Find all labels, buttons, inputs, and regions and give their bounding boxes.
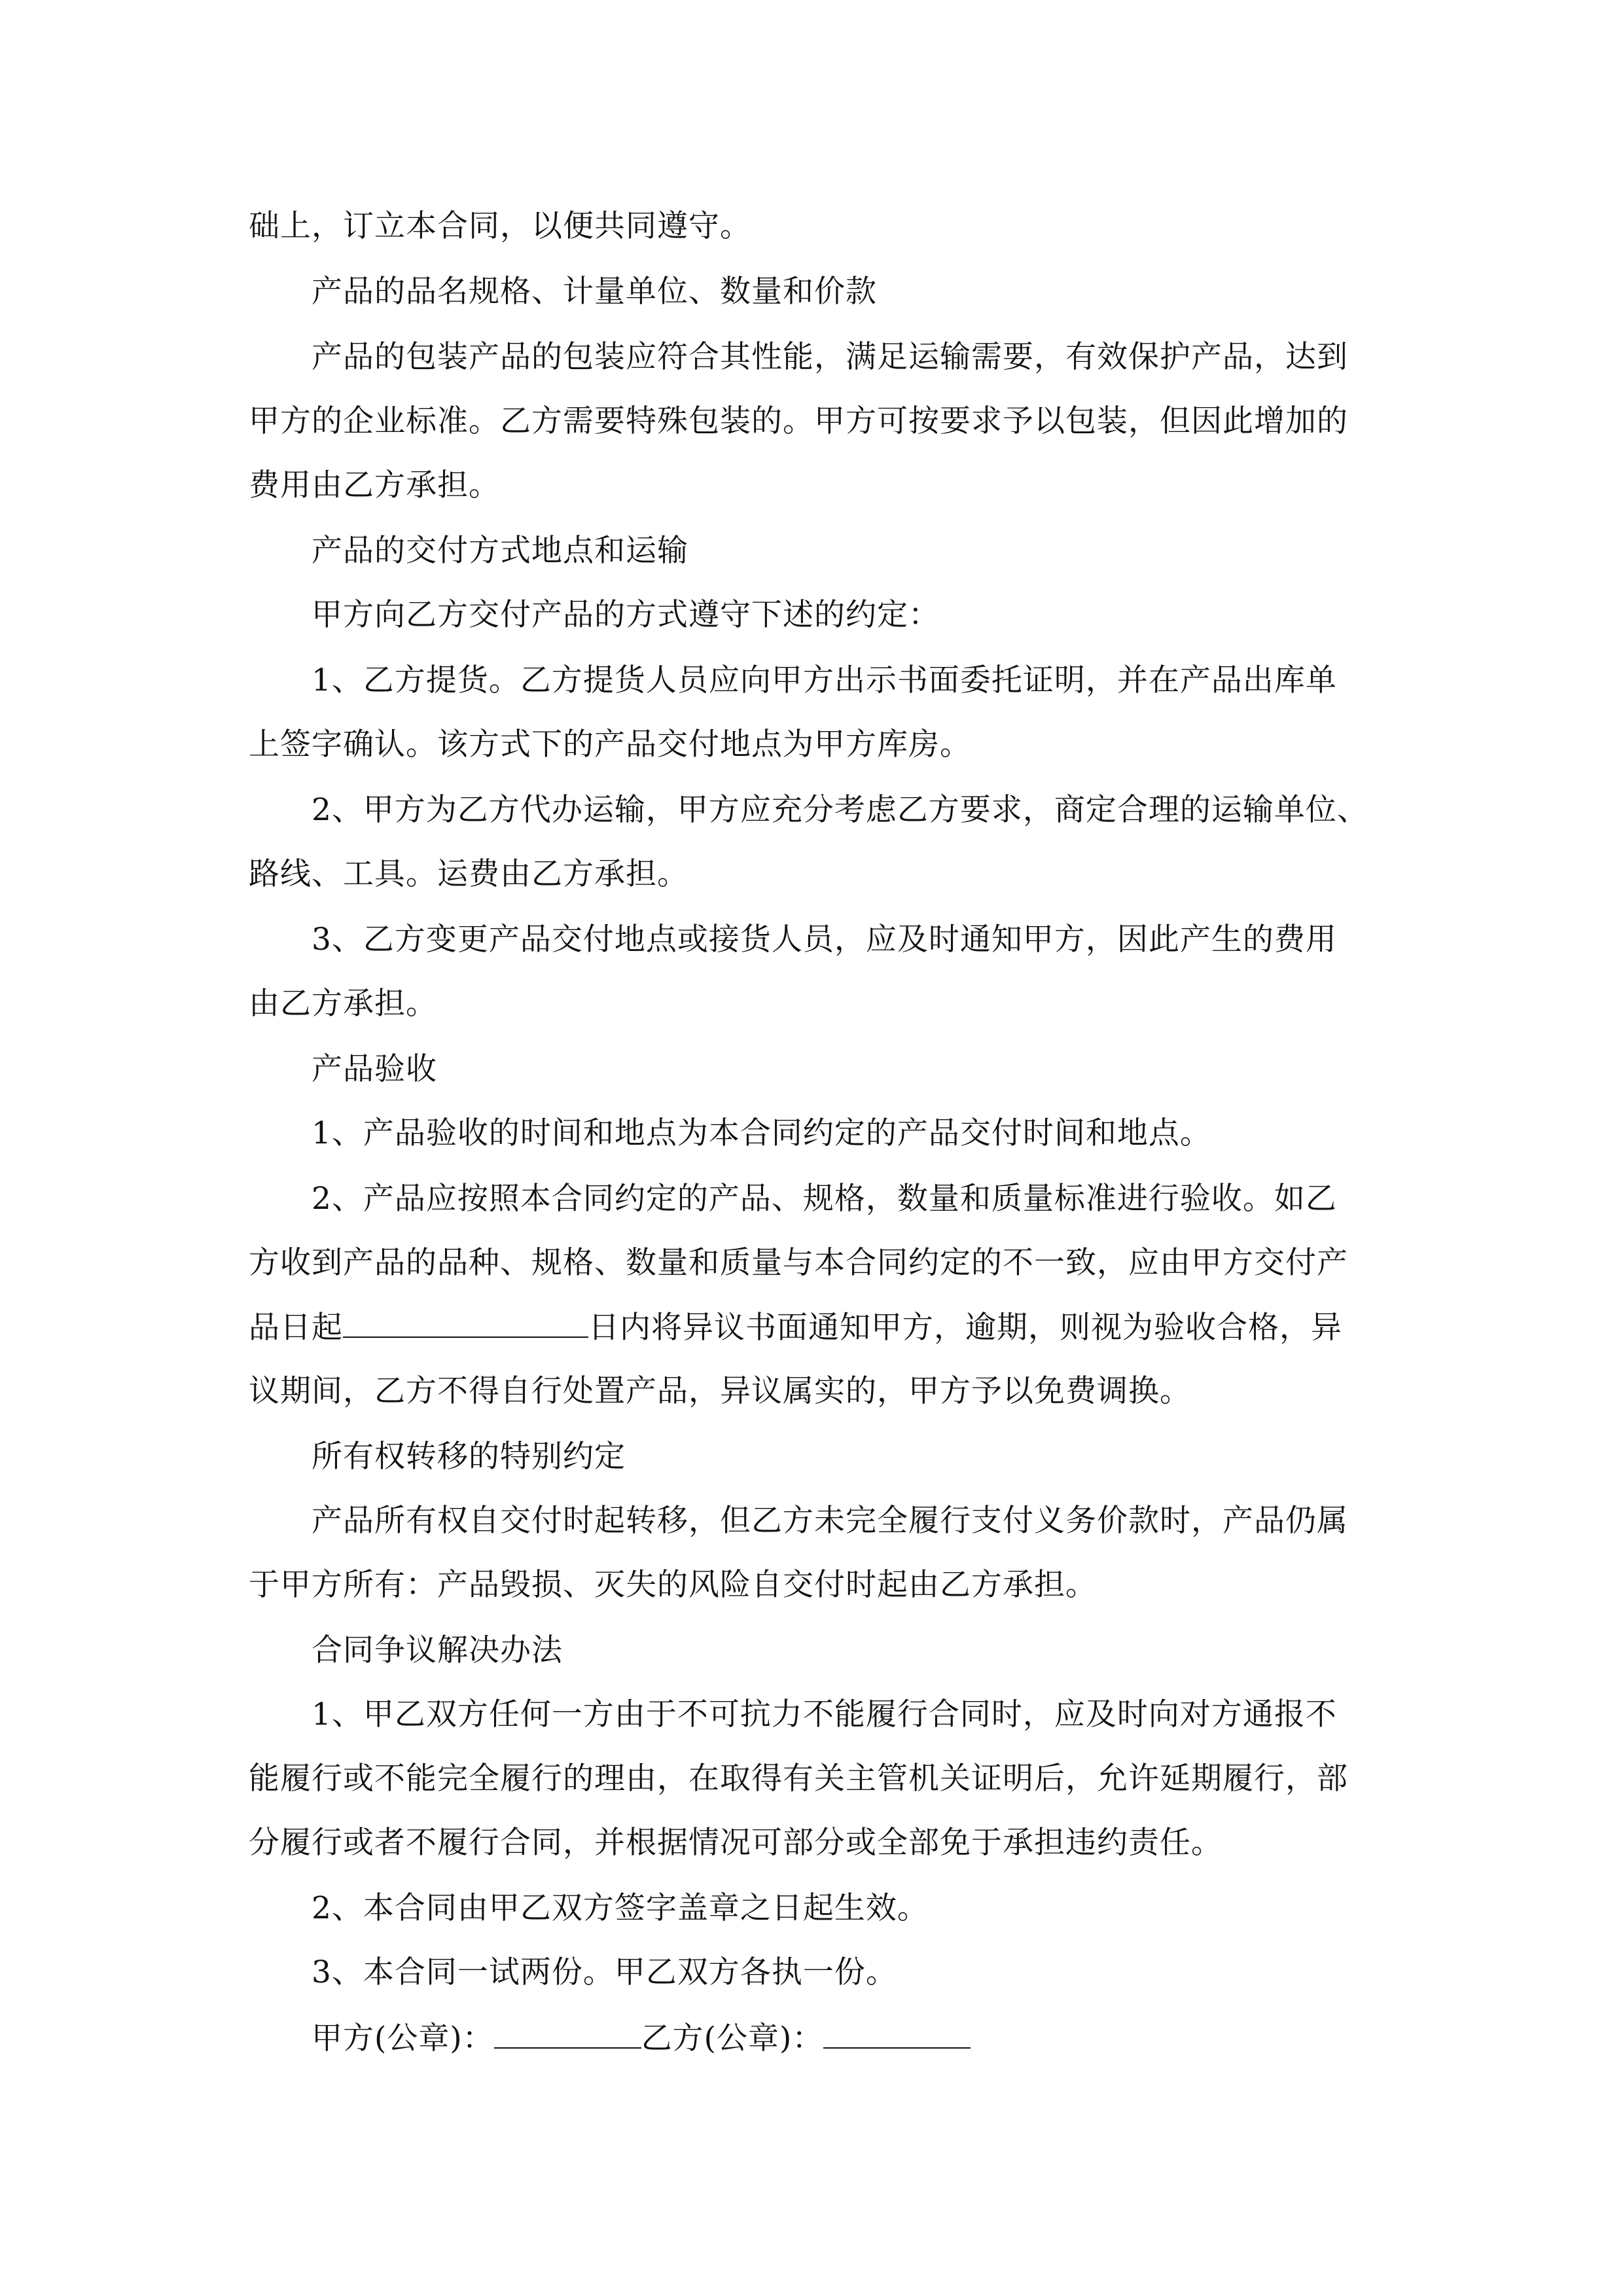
paragraph-line: 分履行或者不履行合同，并根据情况可部分或全部免于承担违约责任。	[249, 1825, 1222, 1861]
signature-line	[312, 2018, 971, 2058]
paragraph-line	[249, 1308, 1342, 1347]
paragraph-line: 甲方向乙方交付产品的方式遵守下述的约定：	[312, 597, 940, 633]
paragraph-line: 2、产品应按照本合同约定的产品、规格，数量和质量标准进行验收。如乙	[312, 1181, 1337, 1217]
paragraph-line: 1、产品验收的时间和地点为本合同约定的产品交付时间和地点。	[312, 1115, 1211, 1151]
paragraph-line: 础上，订立本合同，以便共同遵守。	[249, 208, 751, 244]
section-heading: 产品验收	[312, 1051, 437, 1087]
paragraph-line: 能履行或不能完全履行的理由，在取得有关主管机关证明后，允许延期履行，部	[249, 1761, 1348, 1797]
party-a-seal-label: 甲方(公章)：	[312, 2020, 494, 2056]
paragraph-line: 1、乙方提货。乙方提货人员应向甲方出示书面委托证明，并在产品出库单	[312, 662, 1337, 698]
paragraph-line: 费用由乙方承担。	[249, 467, 500, 503]
section-heading: 合同争议解决办法	[312, 1632, 563, 1668]
party-b-seal-label: 乙方(公章)：	[641, 2020, 824, 2056]
paragraph-line: 路线、工具。运费由乙方承担。	[249, 856, 688, 892]
paragraph-line: 产品的包装产品的包装应符合其性能，满足运输需要，有效保护产品，达到	[312, 339, 1348, 375]
paragraph-line: 由乙方承担。	[249, 986, 437, 1022]
paragraph-line: 方收到产品的品种、规格、数量和质量与本合同约定的不一致，应由甲方交付产	[249, 1245, 1348, 1281]
party-b-seal-blank[interactable]	[823, 2018, 971, 2049]
paragraph-line: 2、甲方为乙方代办运输，甲方应充分考虑乙方要求，商定合理的运输单位、	[312, 792, 1368, 828]
paragraph-line: 产品所有权自交付时起转移，但乙方未完全履行支付义务价款时，产品仍属	[312, 1503, 1348, 1539]
paragraph-line: 甲方的企业标准。乙方需要特殊包装的。甲方可按要求予以包装，但因此增加的	[249, 403, 1348, 439]
paragraph-text: 品日起	[249, 1310, 343, 1346]
paragraph-line: 3、乙方变更产品交付地点或接货人员，应及时通知甲方，因此产生的费用	[312, 922, 1337, 958]
section-heading: 所有权转移的特别约定	[312, 1439, 626, 1475]
paragraph-line: 1、甲乙双方任何一方由于不可抗力不能履行合同时，应及时向对方通报不	[312, 1696, 1337, 1732]
paragraph-text: 日内将异议书面通知甲方，逾期，则视为验收合格，异	[588, 1310, 1342, 1346]
paragraph-line: 3、本合同一试两份。甲乙双方各执一份。	[312, 1954, 897, 1990]
paragraph-line: 议期间，乙方不得自行处置产品，异议属实的，甲方予以免费调换。	[249, 1373, 1191, 1409]
section-heading: 产品的品名规格、计量单位、数量和价款	[312, 274, 877, 310]
paragraph-line: 上签字确认。该方式下的产品交付地点为甲方库房。	[249, 726, 971, 762]
section-heading: 产品的交付方式地点和运输	[312, 533, 688, 569]
days-blank-field[interactable]	[343, 1308, 588, 1338]
paragraph-line: 2、本合同由甲乙双方签字盖章之日起生效。	[312, 1890, 929, 1926]
party-a-seal-blank[interactable]	[494, 2018, 641, 2049]
paragraph-line: 于甲方所有：产品毁损、灭失的风险自交付时起由乙方承担。	[249, 1567, 1097, 1603]
